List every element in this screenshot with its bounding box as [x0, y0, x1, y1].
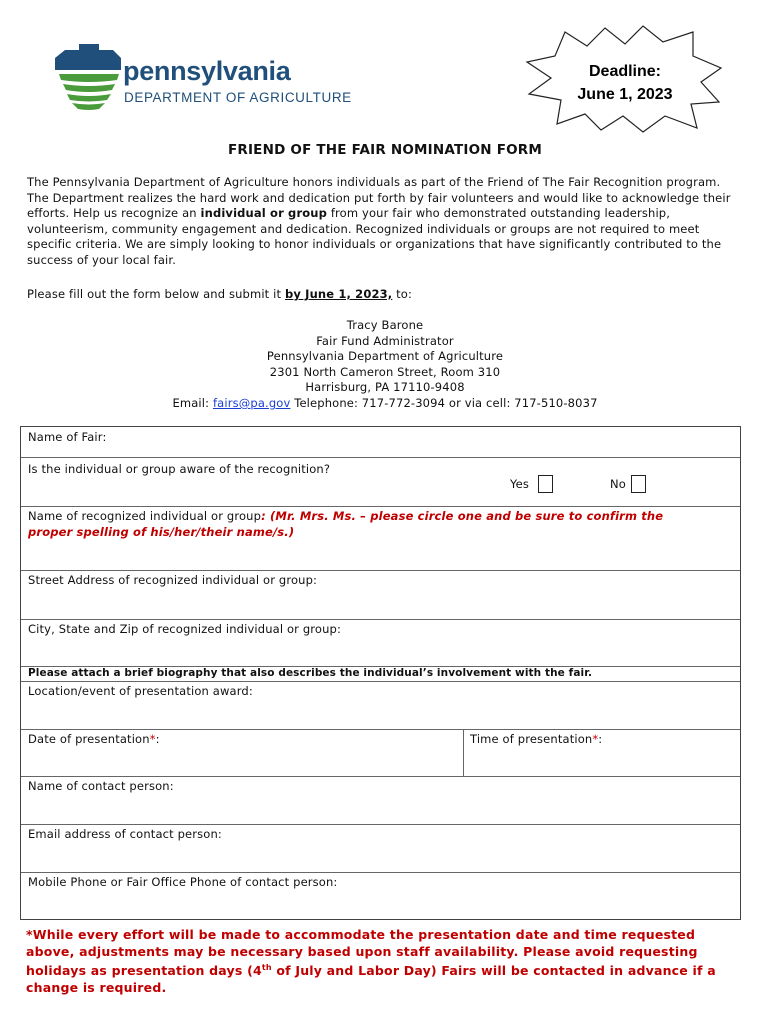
recognized-name-label: Name of recognized individual or group: [28, 509, 262, 523]
aware-question: Is the individual or group aware of the recognition?: [28, 462, 331, 476]
row-divider: [21, 681, 740, 682]
contact-phone-field[interactable]: Mobile Phone or Fair Office Phone of contact person:: [28, 875, 338, 889]
contact-role: Fair Fund Administrator: [316, 333, 454, 348]
location-event-field[interactable]: Location/event of presentation award:: [28, 684, 253, 698]
city-state-zip-field[interactable]: City, State and Zip of recognized individual or group:: [28, 622, 342, 636]
no-checkbox[interactable]: [631, 475, 646, 493]
footer-disclaimer: [26, 927, 742, 996]
row-divider: [21, 872, 740, 873]
presentation-time-field[interactable]: [470, 732, 602, 746]
intro-text-1: The Pennsylvania Department of Agriculture honors individuals as part of the Friend of The Fair Recognition program. The Department realizes the hard work and dedication put forth by fair volunteers and would like to acknowledge their efforts. Help us recognize an: [27, 175, 731, 221]
row-divider: [21, 619, 740, 620]
street-address-field[interactable]: Street Address of recognized individual or group:: [28, 573, 318, 587]
deadline-label: Deadline:: [588, 63, 661, 80]
email-label: Email:: [172, 395, 213, 410]
form-title: FRIEND OF THE FAIR NOMINATION FORM: [227, 142, 543, 158]
biography-instruction: Please attach a brief biography that also describes the individual’s involvement with the fair.: [28, 667, 593, 679]
submit-prefix: Please fill out the form below and submit it: [27, 287, 285, 301]
submit-suffix: to:: [392, 287, 412, 301]
logo-wordmark: pennsylvania: [123, 56, 291, 86]
row-divider: [21, 570, 740, 571]
phone-text: Telephone: 717-772-3094 or via cell: 717-510-8037: [290, 395, 598, 410]
row-divider: [21, 506, 740, 507]
nomination-form: [20, 426, 741, 920]
contact-org: Pennsylvania Department of Agriculture: [266, 349, 504, 364]
contact-email-field[interactable]: Email address of contact person:: [28, 827, 222, 841]
yes-label: Yes: [510, 477, 530, 491]
contact-person-field[interactable]: Name of contact person:: [28, 779, 174, 793]
intro-text-2: from your fair who demonstrated outstanding leadership, volunteerism, community engagement and dedication. Recognized individuals or groups are not required to meet specific criteria. We are simply looking to honor individuals or organizations that have significantly contributed to the success of your local fair.: [27, 206, 722, 267]
time-asterisk: *: [592, 732, 599, 746]
intro-paragraph: [27, 175, 743, 269]
footer-superscript: th: [261, 963, 272, 972]
email-link[interactable]: fairs@pa.gov: [212, 395, 291, 410]
submit-deadline: by June 1, 2023,: [284, 287, 393, 301]
fair-name-field[interactable]: Name of Fair:: [28, 430, 107, 444]
intro-bold: individual or group: [200, 206, 328, 221]
contact-city: Harrisburg, PA 17110-9408: [305, 380, 465, 395]
no-label: No: [610, 477, 626, 491]
recognized-note-2: proper spelling of his/her/their name/s.): [28, 525, 295, 539]
row-divider: [21, 457, 740, 458]
recognized-note-1: (Mr. Mrs. Ms. – please circle one and be sure to confirm the: [269, 509, 664, 523]
row-divider: [21, 824, 740, 825]
deadline-callout: [540, 60, 710, 106]
time-colon: :: [598, 732, 603, 746]
row-divider: [21, 776, 740, 777]
presentation-date-field[interactable]: [28, 732, 160, 746]
contact-address: [0, 318, 770, 412]
column-divider: [463, 729, 464, 776]
contact-street: 2301 North Cameron Street, Room 310: [269, 364, 501, 379]
footer-text-1: *While every effort will be made to accommodate the presentation date and time requested above, adjustments may be necessary based upon staff availability. Please avoid requesting holidays as presentation days (4: [26, 927, 698, 979]
date-colon: :: [155, 732, 160, 746]
date-label: Date of presentation: [28, 732, 150, 746]
logo-subtitle: DEPARTMENT OF AGRICULTURE: [124, 90, 352, 105]
recognized-colon: :: [261, 509, 270, 523]
row-divider: [21, 729, 740, 730]
contact-name: Tracy Barone: [346, 318, 424, 332]
submit-instruction: [27, 287, 412, 301]
recognized-name-field[interactable]: [28, 509, 663, 523]
deadline-date: June 1, 2023: [577, 86, 673, 103]
footer-text-2: of July and Labor Day) Fairs will be contacted in advance if a change is required.: [26, 963, 716, 995]
yes-checkbox[interactable]: [538, 475, 553, 493]
time-label: Time of presentation: [470, 732, 593, 746]
date-asterisk: *: [149, 732, 156, 746]
contact-email-phone: [0, 396, 770, 412]
